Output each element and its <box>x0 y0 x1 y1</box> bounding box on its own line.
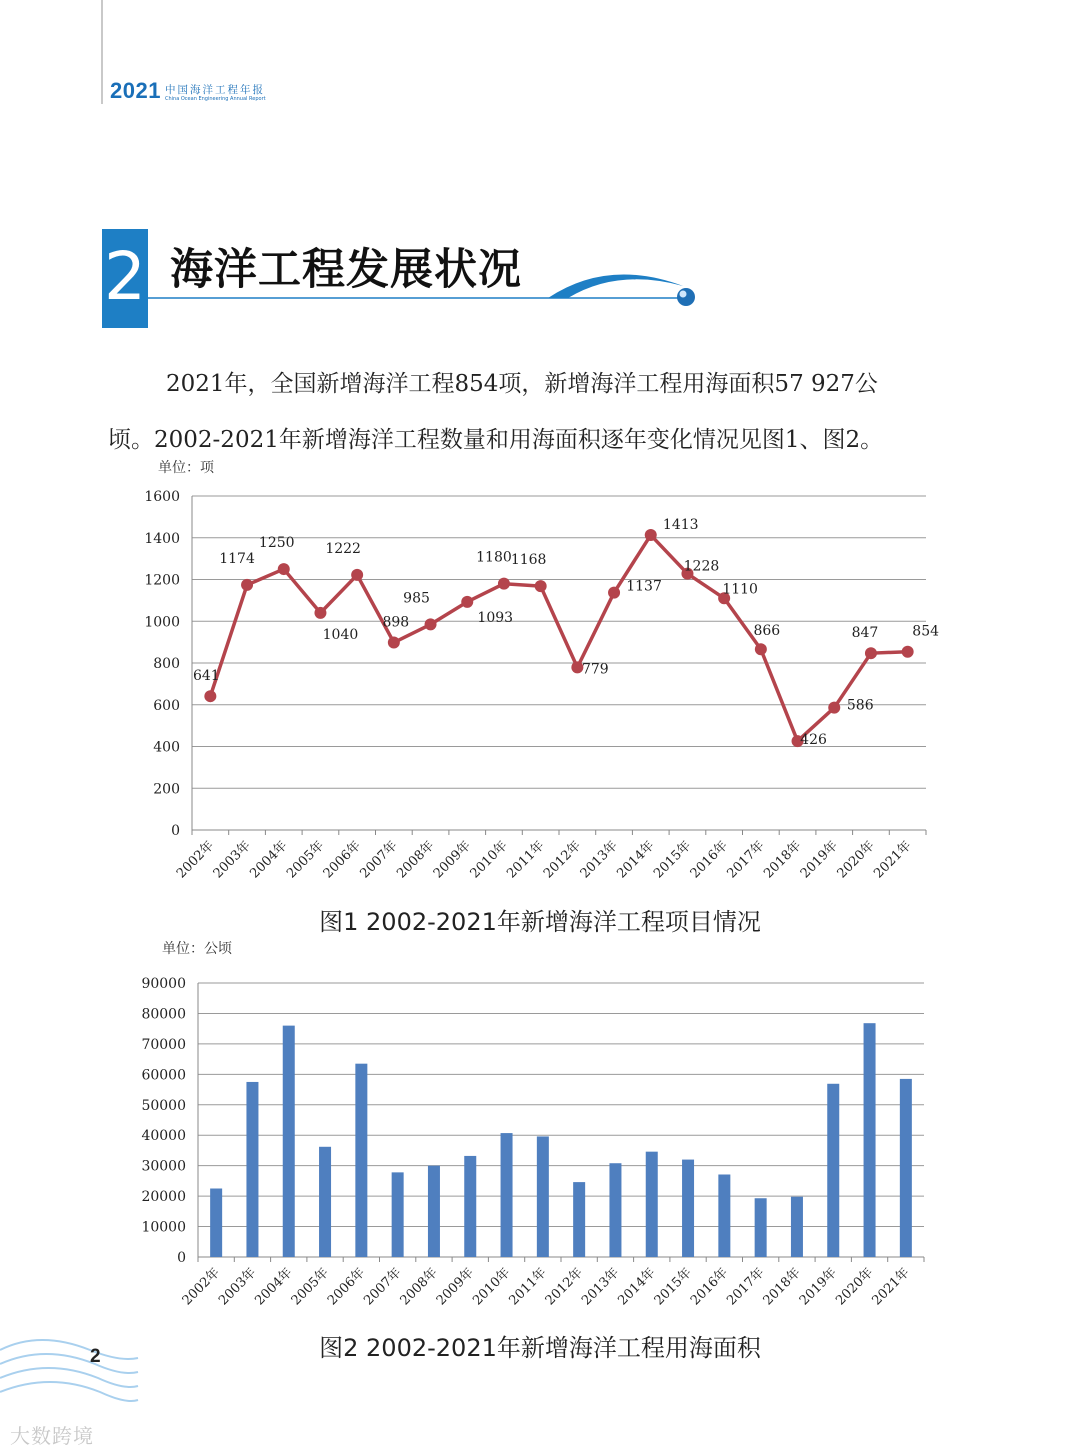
chart2-bar <box>210 1189 222 1258</box>
chart1-data-point <box>461 596 473 608</box>
bar-chart-area <box>0 965 1080 1325</box>
chart1-data-label: 1110 <box>722 581 758 598</box>
chart2-x-tick-label: 2010年 <box>470 1265 514 1309</box>
chart1-x-tick-label: 2019年 <box>797 838 842 882</box>
chart1-data-label: 641 <box>192 668 220 685</box>
chart2-bar <box>791 1197 803 1257</box>
chart1-series-line <box>210 535 907 741</box>
chart1-data-point <box>535 580 547 592</box>
body-paragraph-line1: 2021年，全国新增海洋工程854项，新增海洋工程用海面积57 927公 <box>166 371 878 397</box>
chart1-data-point <box>645 529 657 541</box>
chart1-x-tick-label: 2003年 <box>210 838 254 882</box>
chart1-x-tick-label: 2006年 <box>320 838 364 882</box>
chart1-y-tick-label: 600 <box>153 697 180 714</box>
chart2-y-tick-label: 20000 <box>141 1189 186 1206</box>
chart1-data-label: 866 <box>753 623 781 640</box>
chart2-x-tick-label: 2019年 <box>796 1265 841 1309</box>
chart2-x-tick-label: 2021年 <box>869 1265 913 1309</box>
chart2-x-tick-label: 2017年 <box>724 1265 768 1309</box>
chart1-data-label: 426 <box>800 732 827 749</box>
chart1-data-point <box>608 587 620 599</box>
chart1-x-tick-label: 2004年 <box>247 838 291 882</box>
chart2-bar <box>827 1084 839 1257</box>
chart2-x-tick-label: 2012年 <box>542 1265 586 1309</box>
chart2-bar <box>355 1064 367 1257</box>
chart2-y-tick-label: 60000 <box>141 1067 186 1084</box>
chart1-x-tick-label: 2011年 <box>504 838 548 882</box>
chart1-x-tick-label: 2005年 <box>284 838 328 882</box>
chart1-x-tick-label: 2014年 <box>614 838 658 882</box>
chart2-y-tick-label: 40000 <box>141 1128 186 1145</box>
chart1-data-label: 898 <box>382 614 410 631</box>
chart2-bar <box>864 1023 876 1257</box>
chart1-data-point <box>828 702 840 714</box>
chart1-data-label: 1040 <box>322 626 359 643</box>
page-number: 2 <box>90 1346 101 1367</box>
chart2-bar <box>537 1136 549 1257</box>
header-title-en: China Ocean Engineering Annual Report <box>165 96 266 102</box>
chart1-unit-label: 单位：项 <box>158 460 214 476</box>
chart2-bar <box>682 1160 694 1257</box>
header-year: 2021 <box>110 78 161 103</box>
chart2-bar <box>573 1182 585 1257</box>
chart2-bar <box>646 1152 658 1257</box>
chart1-data-point <box>902 646 914 658</box>
chart1-data-point <box>241 579 253 591</box>
watermark: 大数跨境 <box>10 1424 94 1448</box>
chart1-x-tick-label: 2021年 <box>871 838 915 882</box>
chart1-data-point <box>498 578 510 590</box>
chart1-data-point <box>388 637 400 649</box>
chart2-x-tick-label: 2011年 <box>506 1265 550 1309</box>
chart1-data-label: 1168 <box>510 552 547 569</box>
body-paragraph-line2: 顷。2002-2021年新增海洋工程数量和用海面积逐年变化情况见图1、图2。 <box>108 427 884 453</box>
chart1-data-label: 1137 <box>626 578 662 595</box>
section-wave-decoration <box>148 262 708 312</box>
chart2-y-tick-label: 70000 <box>141 1036 186 1053</box>
chart2-bar <box>501 1133 513 1257</box>
chart1-y-tick-label: 1200 <box>144 572 180 589</box>
chart1-x-tick-label: 2017年 <box>724 838 768 882</box>
chart2-x-tick-label: 2009年 <box>433 1265 478 1309</box>
wave-decoration <box>0 1330 140 1420</box>
chart2-y-tick-label: 80000 <box>141 1006 186 1023</box>
chart1-data-label: 586 <box>846 697 874 714</box>
chart1-data-label: 985 <box>403 590 430 607</box>
chart2-bar <box>609 1163 621 1257</box>
chart1-data-label: 1174 <box>219 550 255 567</box>
chart1-data-label: 847 <box>851 625 879 642</box>
chart2-caption: 图2 2002-2021年新增海洋工程用海面积 <box>319 1334 761 1362</box>
chart1-x-tick-label: 2010年 <box>467 838 511 882</box>
chart2-x-tick-label: 2008年 <box>397 1265 441 1309</box>
chart2-bar <box>718 1174 730 1257</box>
chart1-x-tick-label: 2016年 <box>687 838 731 882</box>
chart1-data-label: 1093 <box>477 609 514 626</box>
chart1-data-label: 1413 <box>662 517 699 534</box>
chart2-x-tick-label: 2004年 <box>252 1265 296 1309</box>
chart1-x-tick-label: 2008年 <box>394 838 438 882</box>
chart1-data-point <box>278 563 290 575</box>
chart2-x-tick-label: 2018年 <box>760 1265 804 1309</box>
chart2-x-tick-label: 2013年 <box>579 1265 623 1309</box>
chart2-y-tick-label: 50000 <box>141 1097 186 1114</box>
chart2-x-tick-label: 2002年 <box>179 1265 223 1309</box>
chart1-data-label: 1222 <box>325 540 361 557</box>
chart2-x-tick-label: 2020年 <box>833 1265 877 1309</box>
chart2-x-tick-label: 2005年 <box>288 1265 332 1309</box>
section-title: 海洋工程发展状况 <box>170 245 522 295</box>
chart2-y-tick-label: 10000 <box>141 1219 186 1236</box>
chart2-unit-label: 单位：公顷 <box>162 941 232 957</box>
chart1-data-point <box>865 647 877 659</box>
chart1-x-tick-label: 2002年 <box>173 838 218 882</box>
chart1-x-tick-label: 2007年 <box>357 838 401 882</box>
chart1-x-tick-label: 2020年 <box>834 838 878 882</box>
chart1-data-point <box>351 569 363 581</box>
chart2-bar <box>900 1079 912 1257</box>
chart2-x-tick-label: 2007年 <box>361 1265 405 1309</box>
chart1-x-tick-label: 2015年 <box>651 838 695 882</box>
chart2-bar <box>283 1026 295 1257</box>
chart1-data-label: 1180 <box>476 549 512 566</box>
chart1-y-tick-label: 1600 <box>144 489 180 505</box>
header-title-cn: 中国海洋工程年报 <box>165 84 265 96</box>
chart2-y-tick-label: 90000 <box>141 976 186 992</box>
chart2-bar <box>464 1156 476 1257</box>
chart1-y-tick-label: 0 <box>171 823 180 839</box>
chart2-bar <box>319 1147 331 1257</box>
chart2-bar <box>428 1166 440 1257</box>
chart1-y-tick-label: 400 <box>153 739 180 756</box>
chart1-y-tick-label: 1400 <box>144 530 180 547</box>
chart2-y-tick-label: 30000 <box>141 1158 186 1175</box>
section-number: 2 <box>104 238 146 315</box>
chart2-bar <box>755 1198 767 1257</box>
chart2-x-tick-label: 2015年 <box>651 1265 695 1309</box>
chart1-x-tick-label: 2012年 <box>540 838 585 882</box>
chart1-data-label: 854 <box>912 623 940 640</box>
chart1-x-tick-label: 2009年 <box>430 838 475 882</box>
chart1-x-tick-label: 2018年 <box>761 838 805 882</box>
chart2-x-tick-label: 2014年 <box>615 1265 659 1309</box>
chart1-y-tick-label: 200 <box>153 781 180 798</box>
margin-line <box>101 0 103 104</box>
chart1-data-label: 1228 <box>683 558 720 575</box>
chart1-data-label: 779 <box>581 661 609 678</box>
chart2-x-tick-label: 2003年 <box>216 1265 260 1309</box>
chart2-x-tick-label: 2016年 <box>687 1265 732 1309</box>
chart2-x-tick-label: 2006年 <box>324 1265 369 1309</box>
chart2-y-tick-label: 0 <box>177 1250 186 1266</box>
chart1-y-tick-label: 800 <box>153 656 180 672</box>
chart2-bar <box>246 1082 258 1257</box>
chart1-data-label: 1250 <box>258 535 295 552</box>
chart1-data-point <box>314 607 326 619</box>
line-chart-projects <box>0 470 1080 895</box>
chart1-data-point <box>425 618 437 630</box>
chart1-caption: 图1 2002-2021年新增海洋工程项目情况 <box>319 908 761 936</box>
chart1-y-tick-label: 1000 <box>144 614 180 631</box>
chart2-bar <box>392 1172 404 1257</box>
chart1-x-tick-label: 2013年 <box>577 838 621 882</box>
chart1-data-point <box>755 643 767 655</box>
chart1-data-point <box>204 690 216 702</box>
